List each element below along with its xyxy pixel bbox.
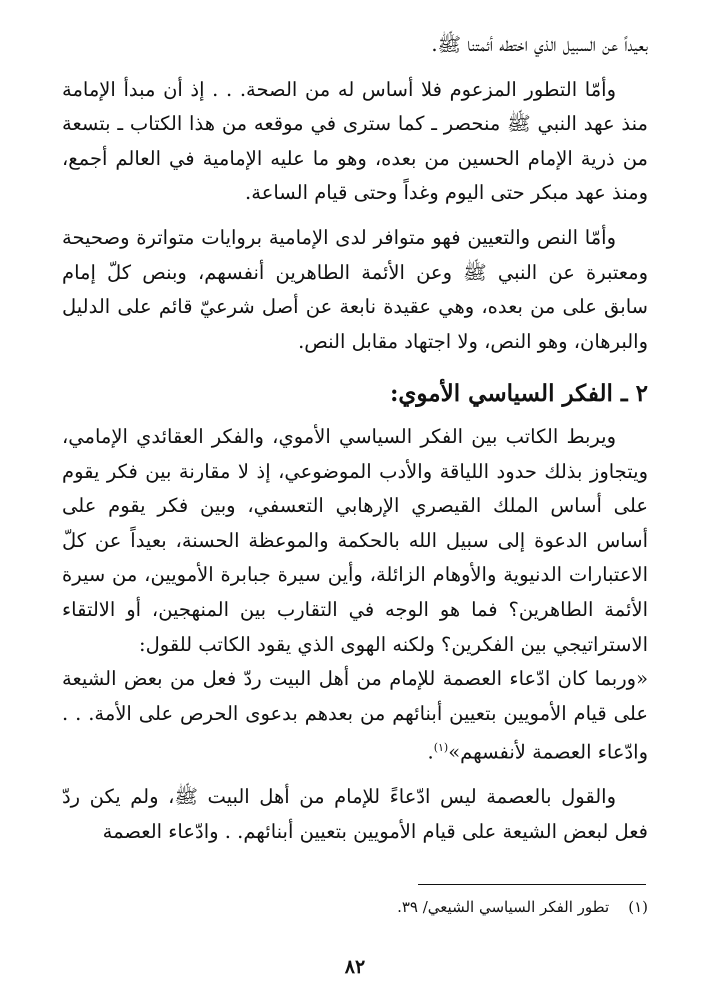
quotation [62,662,648,770]
footnote-reference[interactable]: (١) [433,741,449,755]
footnote-divider [418,884,646,885]
paragraph: بعيداً عن السبيل الذي اختطه أئمتنا ﷺ. [431,33,648,56]
footnote-text: تطور الفكر السياسي الشيعي/ ٣٩. [397,898,610,916]
body-text [62,28,648,850]
page-number: ٨٢ [344,956,366,978]
paragraph: وأمّا النص والتعيين فهو متوافر لدى الإمامية بروايات متواترة وصحيحة ومعتبرة عن النبي ﷺ وعن الأئمة الطاهرين أنفسهم، وبنص كلّ إمام سابق على من بعده، وهي عقيدة نابعة عن أصل شرعيّ قائم على الدليل والبرهان، وهو النص، ولا اجتهاد مقابل النص. [62,225,648,353]
footnote-marker: (١) [628,898,648,916]
paragraph: ويربط الكاتب بين الفكر السياسي الأموي، والفكر العقائدي الإمامي، ويتجاوز بذلك حدود اللياقة والأدب الموضوعي، إذ لا مقارنة بين فكر يقوم على أساس الملك القيصري الإرهابي التعسفي، وبين فكر يقوم على أساس الدعوة إلى سبيل الله بالحكمة والموعظة الحسنة، بعيداً عن كلّ الاعتبارات الدنيوية والأوهام الزائلة، وأين سيرة جبابرة الأمويين، من سيرة الأئمة الطاهرين؟ فما هو الوجه في التقارب بين المنهجين، أو الالتقاء الاستراتيجي بين الفكرين؟ ولكنه الهوى الذي يقود الكاتب للقول: [62,424,648,656]
quote-end: . [427,740,434,764]
paragraph: وأمّا التطور المزعوم فلا أساس له من الصحة. . . إذ أن مبدأ الإمامة منذ عهد النبي ﷺ منحصر ـ كما سترى في موقعه من هذا الكتاب ـ بتسعة من ذرية الإمام الحسين من بعده، وهو ما عليه الإمامية في العالم أجمع، ومنذ عهد مبكر حتى اليوم وغداً وحتى قيام الساعة. [62,77,648,205]
paragraph: والقول بالعصمة ليس ادّعاءً للإمام من أهل البيت ﷺ، ولم يكن ردّ فعل لبعض الشيعة على قيام الأمويين بتعيين أبنائهم. . وادّعاء العصمة [62,785,648,843]
quote-text: «وربما كان ادّعاء العصمة للإمام من أهل البيت ردّ فعل من بعض الشيعة على قيام الأمويين بتعيين أبنائهم من بعدهم بدعوى الحرص على الأمة. . . وادّعاء العصمة لأنفسهم» [62,667,648,764]
section-heading: ٢ ـ الفكر السياسي الأموي: [389,380,648,408]
footnote [397,898,648,916]
